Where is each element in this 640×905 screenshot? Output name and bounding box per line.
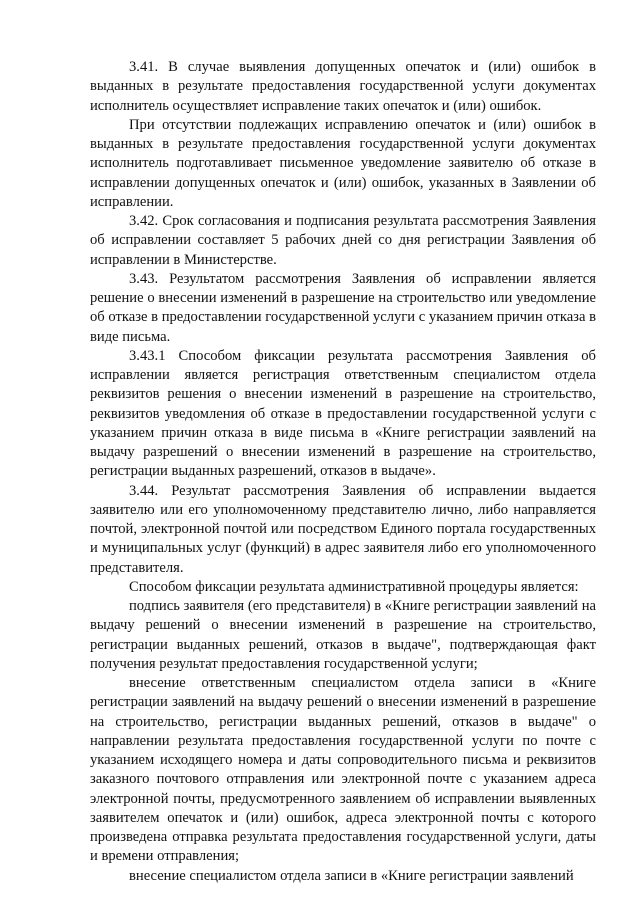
paragraph-specialist-record-continued: внесение специалистом отдела записи в «Книге регистрации заявлений bbox=[129, 867, 574, 884]
document-page bbox=[90, 58, 596, 886]
paragraph-3-43-1: 3.43.1 Способом фиксации результата рассмотрения Заявления об исправлении является регистрация ответственным специалистом отдела реквизитов решения о внесении изменений в разрешение на строительство, реквизитов уведомления об отказе в предоставлении государственной услуги с указанием причин отказа в виде письма в «Книге регистрации заявлений на выдачу разрешений о внесении изменений в разрешение на строительство, регистрации выданных разрешений, отказов в выдаче». bbox=[90, 347, 596, 480]
paragraph-3-43: 3.43. Результатом рассмотрения Заявления об исправлении является решение о внесении изменений в разрешение на строительство или уведомление об отказе в предоставлении государственной услуги с указанием причин отказа в виде письма. bbox=[90, 270, 596, 345]
paragraph-applicant-signature: подпись заявителя (его представителя) в «Книге регистрации заявлений на выдачу решений о внесении изменений в разрешение на строительство, регистрации выданных решений, отказов в выдаче", подтверждающая факт получения результат предоставления государственной услуги; bbox=[90, 598, 596, 672]
paragraph-3-42: 3.42. Срок согласования и подписания результата рассмотрения Заявления об исправлении составляет 5 рабочих дней со дня регистрации Заявления об исправлении в Министерстве. bbox=[90, 213, 596, 268]
paragraph-3-41: 3.41. В случае выявления допущенных опечаток и (или) ошибок в выданных в результате предоставления государственной услуги документах исполнитель осуществляет исправление таких опечаток и (или) ошибок. bbox=[90, 59, 596, 114]
paragraph-3-44: 3.44. Результат рассмотрения Заявления об исправлении выдается заявителю или его уполномоченному представителю лично, либо направляется почтой, электронной почтой или посредством Единого портала государственных и муниципальных услуг (функций) в адрес заявителя либо его уполномоченного представителя. bbox=[90, 482, 596, 576]
paragraph-specialist-record: внесение ответственным специалистом отдела записи в «Книге регистрации заявлений на выдачу решений о внесении изменений в разрешение на строительство, регистрации выданных решений, отказов в выдаче" о направлении результата предоставления государственной услуги по почте с указанием исходящего номера и даты сопроводительного письма и реквизитов заказного почтового отправления или электронной почте с указанием адреса электронной почты, предусмотренного заявлением об исправлении выявленных заявителем опечаток и (или) ошибок, адреса электронной почты с которого произведена отправка результата предоставления государственной услуги, даты и времени отправления; bbox=[90, 675, 596, 865]
paragraph-fixation-method: Способом фиксации результата административной процедуры является: bbox=[129, 578, 579, 595]
paragraph-no-errors: При отсутствии подлежащих исправлению опечаток и (или) ошибок в выданных в результате предоставления государственной услуги документах исполнитель подготавливает письменное уведомление заявителю об отказе в исправлении допущенных опечаток и (или) ошибок, указанных в Заявлении об исправлении. bbox=[90, 116, 596, 210]
